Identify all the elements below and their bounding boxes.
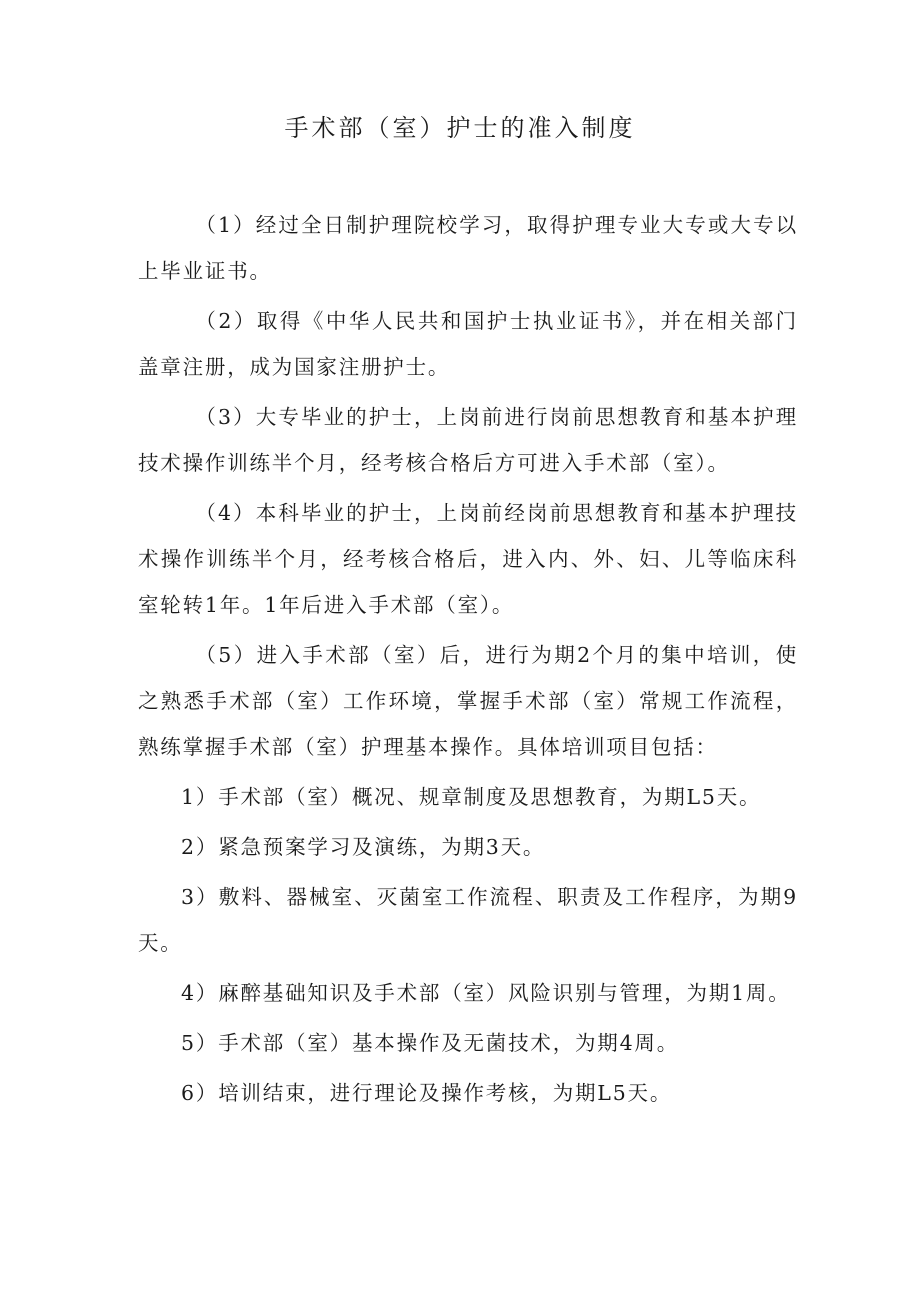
training-item-4: 4）麻醉基础知识及手术部（室）风险识别与管理，为期1周。 <box>181 981 791 1005</box>
training-item-3: 3）敷料、器械室、灭菌室工作流程、职责及工作程序，为期9天。 <box>138 885 798 955</box>
training-item-5: 5）手术部（室）基本操作及无菌技术，为期4周。 <box>181 1031 680 1055</box>
document-body <box>138 202 798 1120</box>
paragraph-3: （3）大专毕业的护士，上岗前进行岗前思想教育和基本护理技术操作训练半个月，经考核合格后方可进入手术部（室）。 <box>138 405 798 475</box>
paragraph-1: （1）经过全日制护理院校学习，取得护理专业大专或大专以上毕业证书。 <box>138 213 798 283</box>
training-item-1: 1）手术部（室）概况、规章制度及思想教育，为期L5天。 <box>181 785 762 809</box>
paragraph-5: （5）进入手术部（室）后，进行为期2个月的集中培训，使之熟悉手术部（室）工作环境，掌握手术部（室）常规工作流程，熟练掌握手术部（室）护理基本操作。具体培训项目包括： <box>138 643 798 759</box>
paragraph-4: （4）本科毕业的护士，上岗前经岗前思想教育和基本护理技术操作训练半个月，经考核合格后，进入内、外、妇、儿等临床科室轮转1年。1年后进入手术部（室）。 <box>138 501 798 617</box>
paragraph-2: （2）取得《中华人民共和国护士执业证书》，并在相关部门盖章注册，成为国家注册护士。 <box>138 309 798 379</box>
training-item-6: 6）培训结束，进行理论及操作考核，为期L5天。 <box>181 1081 673 1105</box>
training-item-2: 2）紧急预案学习及演练，为期3天。 <box>181 835 546 859</box>
page-title: 手术部（室）护士的准入制度 <box>284 114 636 142</box>
